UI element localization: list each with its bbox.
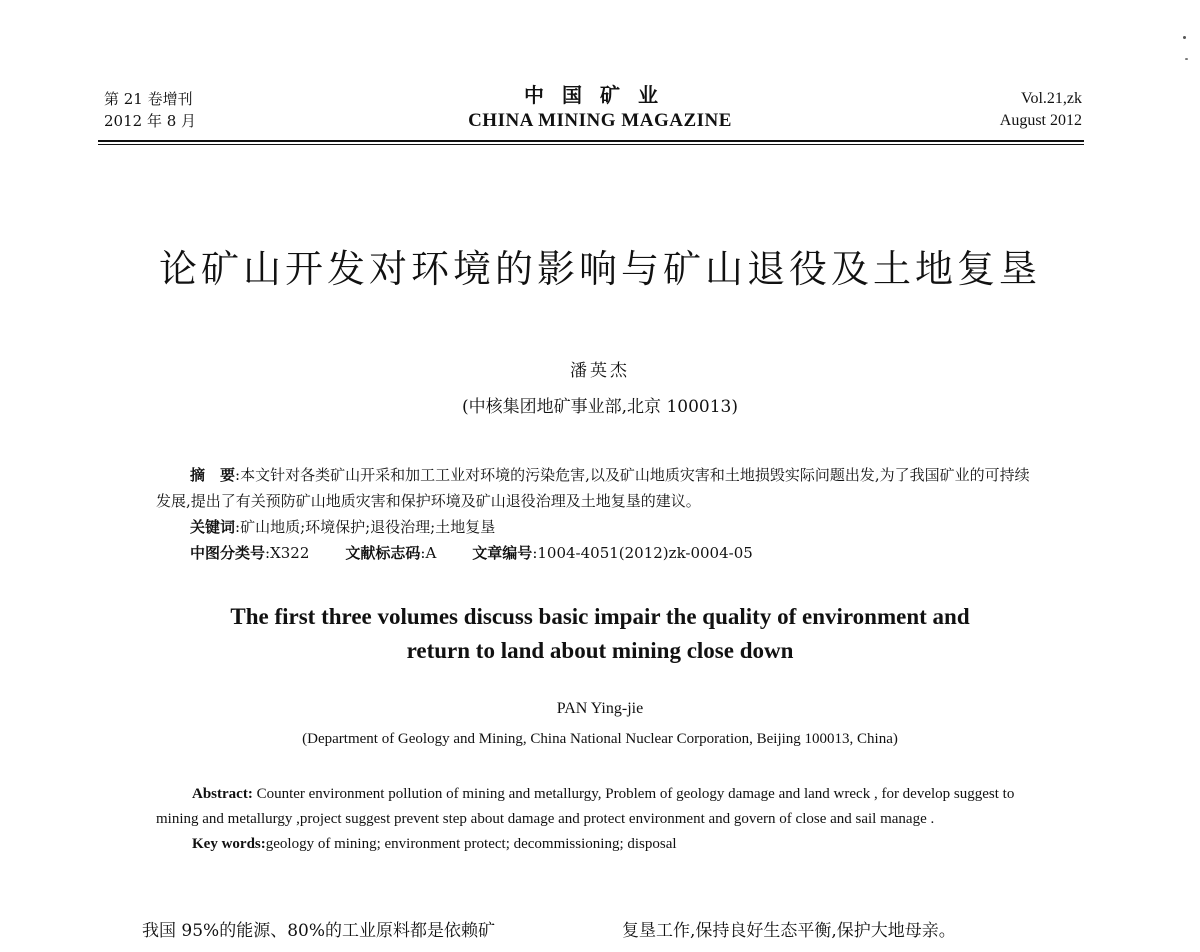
abstract-cn-label: 摘 要 [190,466,236,484]
keywords-cn [156,514,1036,540]
keywords-en [156,832,1036,857]
scan-speck [1183,36,1186,39]
classification-line [156,540,1036,566]
article-no-value: :1004-4051(2012)zk-0004-05 [532,544,753,562]
doc-code-value: :A [420,544,437,562]
clc-value: :X322 [265,544,310,562]
header-rule-thin [98,144,1084,145]
affiliation-cn: (中核集团地矿事业部,北京 100013) [462,397,738,417]
abstract-cn-paragraph [156,462,1036,514]
clc-label: 中图分类号 [190,544,266,562]
title-en-line-1: The first three volumes discuss basic impair the quality of environment and [230,604,970,629]
journal-title-en: CHINA MINING MAGAZINE [468,110,732,131]
abstract-en-paragraph [156,782,1036,832]
abstract-cn-text: :本文针对各类矿山开采和加工工业对环境的污染危害,以及矿山地质灾害和土地损毁实际问题出发,为了我国矿业的可持续发展,提出了有关预防矿山地质灾害和保护环境及矿山退役治理及土地复垦的建议。 [156,466,1030,510]
scan-speck [1185,58,1188,60]
abstract-en-text: Counter environment pollution of mining and metallurgy, Problem of geology damage and land wreck , for develop suggest to mining and metallurgy ,project suggest prevent step about damage and protect environment and govern of close and sail manage . [156,786,1015,827]
journal-title-cn: 中国矿业 [524,83,676,107]
body-column-right-line: 复垦工作,保持良好生态平衡,保护大地母亲。 [622,921,956,941]
header-rule-thick [98,140,1084,142]
title-en-line-2: return to land about mining close down [406,638,794,663]
body-column-left-line: 我国 95%的能源、80%的工业原料都是依赖矿 [142,921,495,941]
date-line: 2012 年 8 月 [104,112,197,130]
keywords-en-label: Key words: [192,836,266,852]
abstract-en-label: Abstract: [192,786,253,802]
affiliation-en: (Department of Geology and Mining, China National Nuclear Corporation, Beijing 100013, China) [302,731,898,747]
keywords-cn-text: :矿山地质;环境保护;退役治理;土地复垦 [235,518,496,536]
date-line-en: August 2012 [999,112,1082,129]
author-cn: 潘英杰 [570,361,630,381]
doc-code-label: 文献标志码 [345,544,421,562]
header-volume-info-en [1000,88,1082,132]
paper-title-en [0,600,1200,668]
keywords-en-text: geology of mining; environment protect; decommissioning; disposal [265,836,677,852]
abstract-cn [156,462,1036,566]
author-en: PAN Ying-jie [556,700,644,717]
article-no-label: 文章编号 [472,544,533,562]
volume-line-en: Vol.21,zk [1020,90,1082,107]
volume-line: 第 21 卷增刊 [104,90,193,108]
paper-title-cn: 论矿山开发对环境的影响与矿山退役及土地复垦 [158,247,1041,291]
keywords-cn-label: 关键词 [190,518,236,536]
abstract-en [156,782,1036,857]
